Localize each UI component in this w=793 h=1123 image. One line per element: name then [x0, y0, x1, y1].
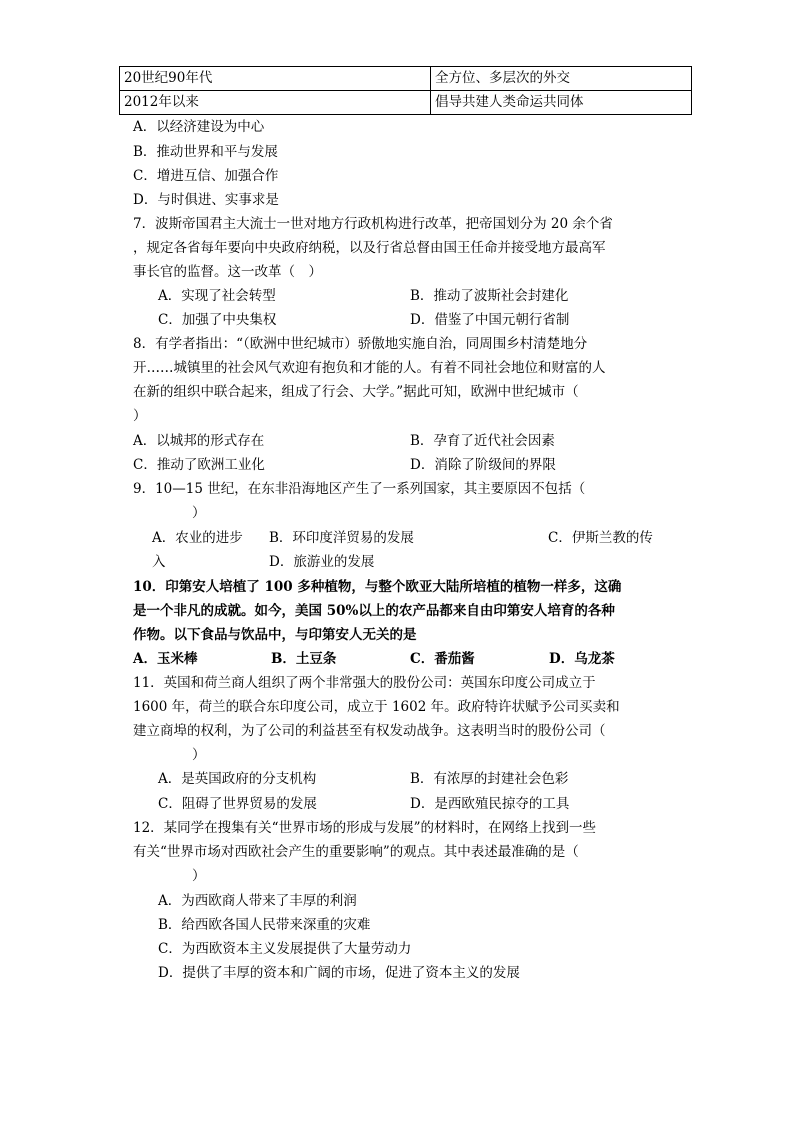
q12-stem-line: 12．某同学在搜集有关“世界市场的形成与发展”的材料时，在网络上找到一些: [133, 820, 596, 836]
q11-option-a: A．是英国政府的分支机构: [158, 771, 317, 787]
q9-stem-line: 9．10—15 世纪，在东非沿海地区产生了一系列国家，其主要原因不包括（: [133, 481, 586, 497]
q8-option-c: C．推动了欧洲工业化: [133, 457, 265, 473]
diplomacy-table: [119, 66, 692, 115]
q7-stem-line: 7．波斯帝国君主大流士一世对地方行政机构进行改革，把帝国划分为 20 余个省: [133, 216, 613, 232]
table-cell-period: 2012年以来: [120, 91, 431, 115]
q12-option-b: B．给西欧各国人民带来深重的灾难: [158, 917, 371, 933]
table-row: [120, 91, 692, 115]
q11-stem-line: 建立商埠的权利，为了公司的利益甚至有权发动战争。这表明当时的股份公司（: [133, 723, 606, 739]
q8-option-b: B．孕育了近代社会因素: [410, 433, 555, 449]
q7-stem-line: ，规定各省每年要向中央政府纳税，以及行省总督由国王任命并接受地方最高军: [133, 240, 606, 256]
q10-stem-line: 作物。以下食品与饮品中，与印第安人无关的是: [133, 627, 417, 643]
q11-stem-line: 11．英国和荷兰商人组织了两个非常强大的股份公司：英国东印度公司成立于: [133, 675, 596, 691]
q11-option-d: D．是西欧殖民掠夺的工具: [410, 796, 570, 812]
q10-option-c: C．番茄酱: [410, 651, 475, 667]
q11-stem-line: 1600 年，荷兰的联合东印度公司，成立于 1602 年。政府特许状赋予公司买卖和: [133, 699, 620, 715]
q10-option-a: A．玉米棒: [133, 651, 198, 667]
q9-option-d: D．旅游业的发展: [269, 554, 375, 570]
q8-option-d: D．消除了阶级间的界限: [410, 457, 556, 473]
q9-stem-line: ）: [192, 505, 206, 521]
q11-option-c: C．阻碍了世界贸易的发展: [158, 796, 317, 812]
q11-option-b: B．有浓厚的封建社会色彩: [410, 771, 569, 787]
q8-stem-line: 在新的组织中联合起来，组成了行会、大学。”据此可知，欧洲中世纪城市（: [133, 384, 579, 400]
q7-option-b: B．推动了波斯社会封建化: [410, 288, 569, 304]
q8-stem-line: 开……城镇里的社会风气欢迎有抱负和才能的人。有着不同社会地位和财富的人: [133, 360, 606, 376]
q7-stem-line: 事长官的监督。这一改革（ ）: [133, 264, 322, 280]
q6-option-d: D．与时俱进、实事求是: [133, 192, 279, 208]
q7-option-c: C．加强了中央集权: [158, 312, 277, 328]
table-row: [120, 67, 692, 91]
table-cell-policy: 全方位、多层次的外交: [431, 67, 692, 91]
q12-option-d: D．提供了丰厚的资本和广阔的市场，促进了资本主义的发展: [158, 965, 520, 981]
q10-option-b: B．土豆条: [271, 651, 337, 667]
q9-option-b: B．环印度洋贸易的发展: [269, 530, 414, 546]
q7-option-a: A．实现了社会转型: [158, 288, 276, 304]
q6-option-c: C．增进互信、加强合作: [133, 168, 279, 184]
q12-option-c: C．为西欧资本主义发展提供了大量劳动力: [158, 941, 412, 957]
table-cell-policy: 倡导共建人类命运共同体: [431, 91, 692, 115]
q12-stem-line: 有关“世界市场对西欧社会产生的重要影响”的观点。其中表述最准确的是（: [133, 844, 579, 860]
q8-stem-line: ）: [133, 408, 147, 424]
q6-option-a: A．以经济建设为中心: [133, 119, 265, 135]
q10-option-d: D．乌龙茶: [549, 651, 615, 667]
table-cell-period: 20世纪90年代: [120, 67, 431, 91]
q10-stem-line: 10．印第安人培植了 100 多种植物，与整个欧亚大陆所培植的植物一样多，这确: [133, 579, 622, 595]
q9-option-a: A．农业的进步: [152, 530, 243, 546]
q7-option-d: D．借鉴了中国元朝行省制: [410, 312, 570, 328]
q9-option-c: C．伊斯兰教的传: [548, 530, 653, 546]
q11-stem-line: ）: [192, 747, 206, 763]
q6-option-b: B．推动世界和平与发展: [133, 144, 278, 160]
q12-option-a: A．为西欧商人带来了丰厚的利润: [158, 893, 357, 909]
q8-stem-line: 8．有学者指出：“（欧洲中世纪城市）骄傲地实施自治，同周围乡村清楚地分: [133, 336, 588, 352]
q8-option-a: A．以城邦的形式存在: [133, 433, 265, 449]
q9-option-c-wrap: 入: [152, 554, 166, 570]
q12-stem-line: ）: [192, 868, 206, 884]
q10-stem-line: 是一个非凡的成就。如今，美国 50%以上的农产品都来自由印第安人培育的各种: [133, 603, 615, 619]
